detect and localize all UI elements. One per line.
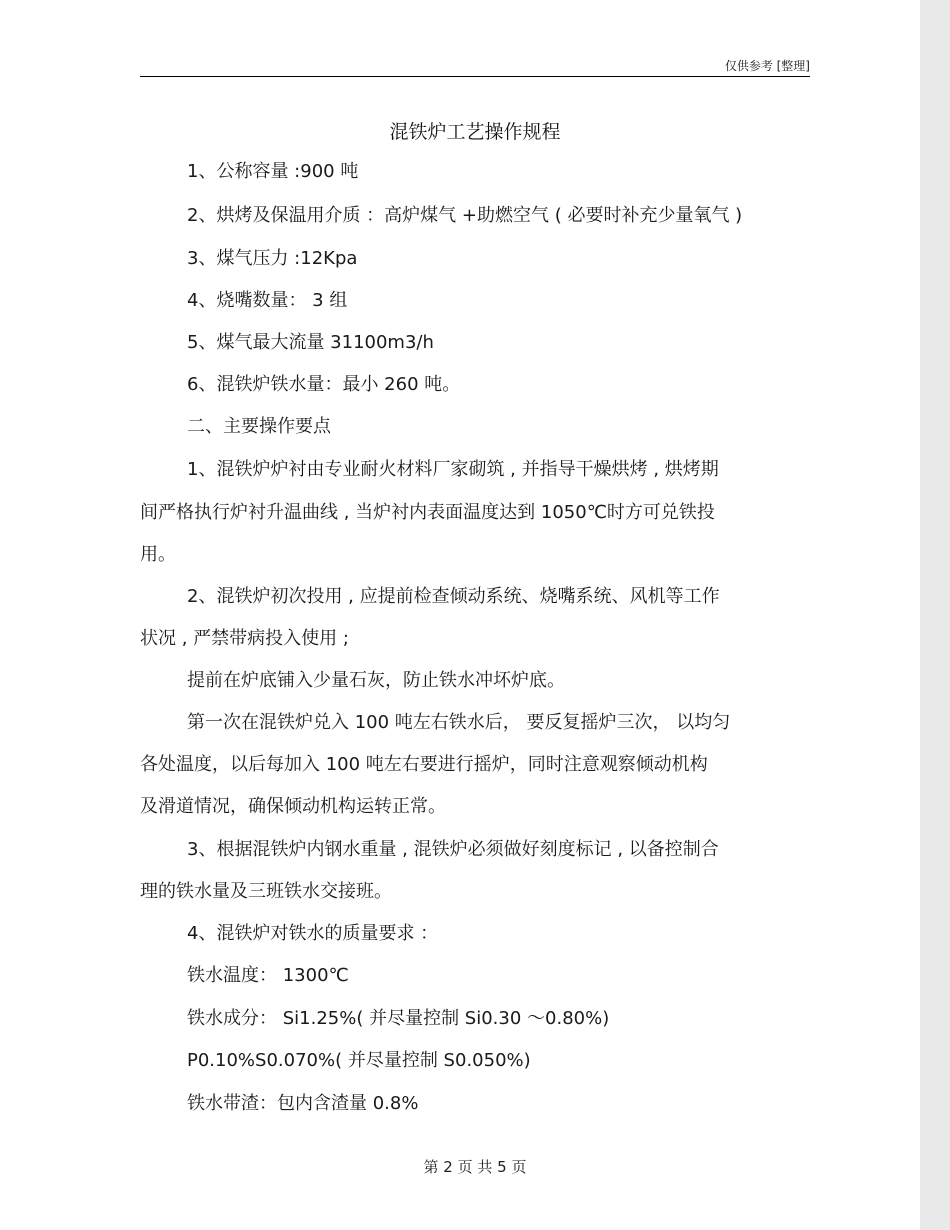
section-heading: 二、主要操作要点 bbox=[187, 416, 331, 437]
spec-capacity: 1、公称容量 :900 吨 bbox=[187, 161, 359, 182]
spec-medium: 2、烘烤及保温用介质 ：高炉煤气 +助燃空气 ( 必要时补充少量氧气 ) bbox=[187, 205, 743, 226]
header-divider bbox=[140, 76, 810, 77]
page-number: 第 2 页 共 5 页 bbox=[423, 1158, 527, 1176]
spec-gas-pressure: 3、煤气压力 :12Kpa bbox=[187, 248, 358, 269]
paragraph-line: 理的铁水量及三班铁水交接班。 bbox=[140, 881, 392, 902]
paragraph-line: 各处温度，以后每加入 100 吨左右要进行摇炉，同时注意观察倾动机构 bbox=[140, 754, 708, 775]
document-title: 混铁炉工艺操作规程 bbox=[389, 121, 561, 143]
spec-burner-count: 4、烧嘴数量： 3 组 bbox=[187, 290, 348, 311]
paragraph-line: 第一次在混铁炉兑入 100 吨左右铁水后， 要反复摇炉三次， 以均匀 bbox=[187, 712, 731, 733]
paragraph-line: 1、混铁炉炉衬由专业耐火材料厂家砌筑 , 并指导干燥烘烤 , 烘烤期 bbox=[187, 459, 719, 480]
header-note: 仅供参考 [整理] bbox=[724, 59, 810, 73]
paragraph-line: 及滑道情况，确保倾动机构运转正常。 bbox=[140, 796, 446, 817]
paragraph-line: 3、根据混铁炉内钢水重量 , 混铁炉必须做好刻度标记 , 以备控制合 bbox=[187, 839, 719, 860]
spec-max-flow: 5、煤气最大流量 31100m3/h bbox=[187, 332, 434, 353]
iron-temperature: 铁水温度： 1300℃ bbox=[187, 965, 349, 986]
paragraph-line: 4、混铁炉对铁水的质量要求 ： bbox=[187, 923, 439, 944]
iron-slag: 铁水带渣：包内含渣量 0.8% bbox=[187, 1093, 419, 1114]
page-edge bbox=[920, 0, 950, 1230]
iron-composition-ps: P0.10%S0.070%( 并尽量控制 S0.050%) bbox=[187, 1050, 531, 1071]
paragraph-line: 间严格执行炉衬升温曲线 , 当炉衬内表面温度达到 1050℃时方可兑铁投 bbox=[140, 502, 715, 523]
paragraph-line: 提前在炉底铺入少量石灰，防止铁水冲坏炉底。 bbox=[187, 670, 565, 691]
paragraph-line: 状况 , 严禁带病投入使用 ; bbox=[140, 628, 349, 649]
paragraph-line: 2、混铁炉初次投用 , 应提前检查倾动系统、烧嘴系统、风机等工作 bbox=[187, 586, 720, 607]
iron-composition-si: 铁水成分： Si1.25%( 并尽量控制 Si0.30 ～0.80%) bbox=[187, 1008, 610, 1029]
paragraph-line: 用。 bbox=[140, 544, 176, 565]
spec-min-iron: 6、混铁炉铁水量：最小 260 吨。 bbox=[187, 374, 461, 395]
